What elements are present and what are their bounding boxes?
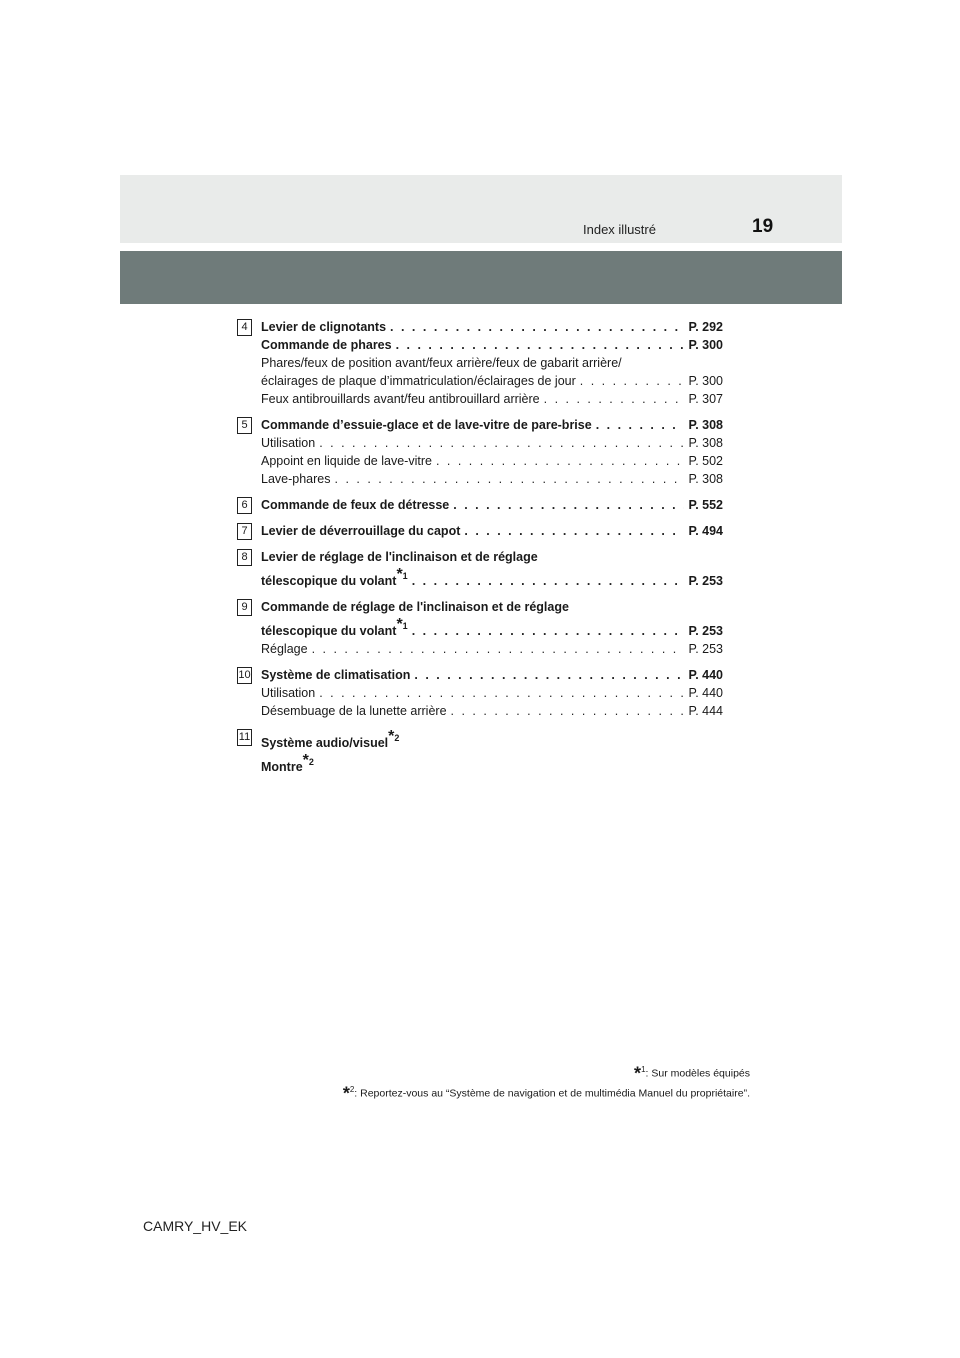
- index-line-link[interactable]: [261, 390, 723, 408]
- entry-label: Utilisation: [261, 686, 316, 700]
- entry-label: éclairages de plaque d’immatriculation/éclairages de jour: [261, 374, 576, 388]
- dot-leader: [390, 318, 684, 336]
- index-line-link[interactable]: [261, 318, 723, 336]
- footnote-ref: [388, 728, 400, 745]
- dot-leader: [453, 496, 684, 514]
- entry-label: Réglage: [261, 642, 308, 656]
- page-reference[interactable]: P. 292: [688, 320, 723, 334]
- footnote-ref-number: 2: [394, 733, 400, 743]
- footnote-ref: [396, 566, 408, 583]
- index-line: [261, 752, 723, 776]
- dot-leader: [596, 416, 685, 434]
- index-line-link[interactable]: [261, 684, 723, 702]
- page-reference[interactable]: P. 300: [688, 374, 723, 388]
- index-line: [261, 598, 723, 616]
- entry-label: Feux antibrouillards avant/feu antibrouillard arrière: [261, 392, 540, 406]
- dot-leader: [319, 684, 684, 702]
- entry-number-badge: 8: [237, 549, 252, 566]
- page-reference[interactable]: P. 502: [688, 454, 723, 468]
- entry-number-badge: 7: [237, 523, 252, 540]
- entry-label: Désembuage de la lunette arrière: [261, 704, 447, 718]
- page-reference[interactable]: P. 444: [688, 704, 723, 718]
- index-line-link[interactable]: [261, 702, 723, 720]
- page-reference[interactable]: P. 308: [688, 436, 723, 450]
- page-reference[interactable]: P. 300: [688, 338, 723, 352]
- index-line-link[interactable]: [261, 372, 723, 390]
- footnote-ref-number: 2: [308, 757, 314, 767]
- index-entry: [237, 496, 723, 514]
- footnote: [343, 1062, 750, 1082]
- page-reference[interactable]: P. 307: [688, 392, 723, 406]
- entry-label: Commande de feux de détresse: [261, 498, 450, 512]
- entry-label: télescopique du volant$^{*1}$: [261, 566, 408, 588]
- index-entry: [237, 318, 723, 408]
- header-band: [120, 175, 842, 243]
- index-line-link[interactable]: [261, 470, 723, 488]
- footnote-text: : Sur modèles équipés: [645, 1067, 750, 1080]
- entry-label: télescopique du volant$^{*1}$: [261, 616, 408, 638]
- entry-number-badge: 10: [237, 667, 252, 684]
- footnote-ref-number: 1: [402, 621, 408, 631]
- entry-number-badge: 4: [237, 319, 252, 336]
- entry-label: Système de climatisation: [261, 668, 411, 682]
- dot-leader: [335, 470, 685, 488]
- footnotes: [343, 1062, 750, 1101]
- entry-label: Commande d’essuie-glace et de lave-vitre de pare-brise: [261, 418, 592, 432]
- dot-leader: [436, 452, 685, 470]
- index-line: [261, 728, 723, 752]
- asterisk-icon: *: [634, 1063, 642, 1084]
- page-reference[interactable]: P. 494: [688, 524, 723, 538]
- page-reference[interactable]: P. 440: [688, 668, 723, 682]
- index-line-link[interactable]: [261, 336, 723, 354]
- model-code: CAMRY_HV_EK: [143, 1218, 248, 1234]
- footnote-ref: [396, 616, 408, 633]
- dot-leader: [396, 336, 685, 354]
- footnote-mark: 1: [641, 1065, 646, 1074]
- index-entry: [237, 416, 723, 488]
- entry-label: Levier de clignotants: [261, 320, 387, 334]
- header-bar: [120, 251, 842, 304]
- page-reference[interactable]: P. 308: [688, 418, 723, 432]
- page-reference[interactable]: P. 253: [688, 624, 723, 638]
- entry-label: Système audio/visuel$^{*2}$: [261, 728, 400, 750]
- footnote-ref: [302, 752, 314, 769]
- dot-leader: [412, 572, 685, 590]
- index-entry: [237, 522, 723, 540]
- index-line-link[interactable]: [261, 616, 723, 640]
- entry-label: Commande de réglage de l'inclinaison et de réglage: [261, 600, 569, 614]
- page-reference[interactable]: P. 253: [688, 574, 723, 588]
- entry-label: Commande de phares: [261, 338, 392, 352]
- index-line-link[interactable]: [261, 434, 723, 452]
- index-line: [261, 354, 723, 372]
- footnote-ref-number: 1: [402, 571, 408, 581]
- index-line-link[interactable]: [261, 452, 723, 470]
- asterisk-icon: *: [396, 616, 403, 633]
- entry-label: Montre$^{*2}$: [261, 752, 314, 774]
- dot-leader: [312, 640, 685, 658]
- entry-label: Utilisation: [261, 436, 316, 450]
- page-reference[interactable]: P. 440: [688, 686, 723, 700]
- entry-label: Appoint en liquide de lave-vitre: [261, 454, 432, 468]
- page-reference[interactable]: P. 552: [688, 498, 723, 512]
- index-entry: [237, 666, 723, 720]
- index-line-link[interactable]: [261, 666, 723, 684]
- page-reference[interactable]: P. 308: [688, 472, 723, 486]
- dot-leader: [319, 434, 684, 452]
- dot-leader: [414, 666, 684, 684]
- asterisk-icon: *: [396, 566, 403, 583]
- entry-number-badge: 6: [237, 497, 252, 514]
- footnote-text: : Reportez-vous au “Système de navigation et de multimédia Manuel du propriétaire”.: [354, 1087, 750, 1099]
- index-line-link[interactable]: [261, 522, 723, 540]
- asterisk-icon: *: [302, 752, 309, 769]
- index-entry: [237, 598, 723, 658]
- entry-label: Levier de réglage de l'inclinaison et de réglage: [261, 550, 538, 564]
- dot-leader: [544, 390, 685, 408]
- entry-number-badge: 9: [237, 599, 252, 616]
- dot-leader: [580, 372, 685, 390]
- page-number: 19: [752, 216, 774, 237]
- footnote-mark: 2: [349, 1084, 355, 1094]
- index-line-link[interactable]: [261, 416, 723, 434]
- entry-label: Lave-phares: [261, 472, 331, 486]
- index-content: [237, 318, 723, 784]
- index-line-link[interactable]: [261, 640, 723, 658]
- entry-number-badge: 11: [237, 729, 252, 746]
- index-line-link[interactable]: [261, 496, 723, 514]
- dot-leader: [451, 702, 685, 720]
- index-entry: [237, 548, 723, 590]
- entry-label: Levier de déverrouillage du capot: [261, 524, 461, 538]
- entry-number-badge: 5: [237, 417, 252, 434]
- page-reference[interactable]: P. 253: [688, 642, 723, 656]
- footnote: [343, 1082, 750, 1102]
- section-title: Index illustré: [583, 222, 656, 237]
- index-line: [261, 548, 723, 566]
- entry-label: Phares/feux de position avant/feux arrière/feux de gabarit arrière/: [261, 356, 622, 370]
- index-entry: [237, 728, 723, 776]
- dot-leader: [412, 622, 685, 640]
- asterisk-icon: *: [342, 1083, 350, 1103]
- asterisk-icon: *: [388, 728, 395, 745]
- dot-leader: [464, 522, 684, 540]
- index-line-link[interactable]: [261, 566, 723, 590]
